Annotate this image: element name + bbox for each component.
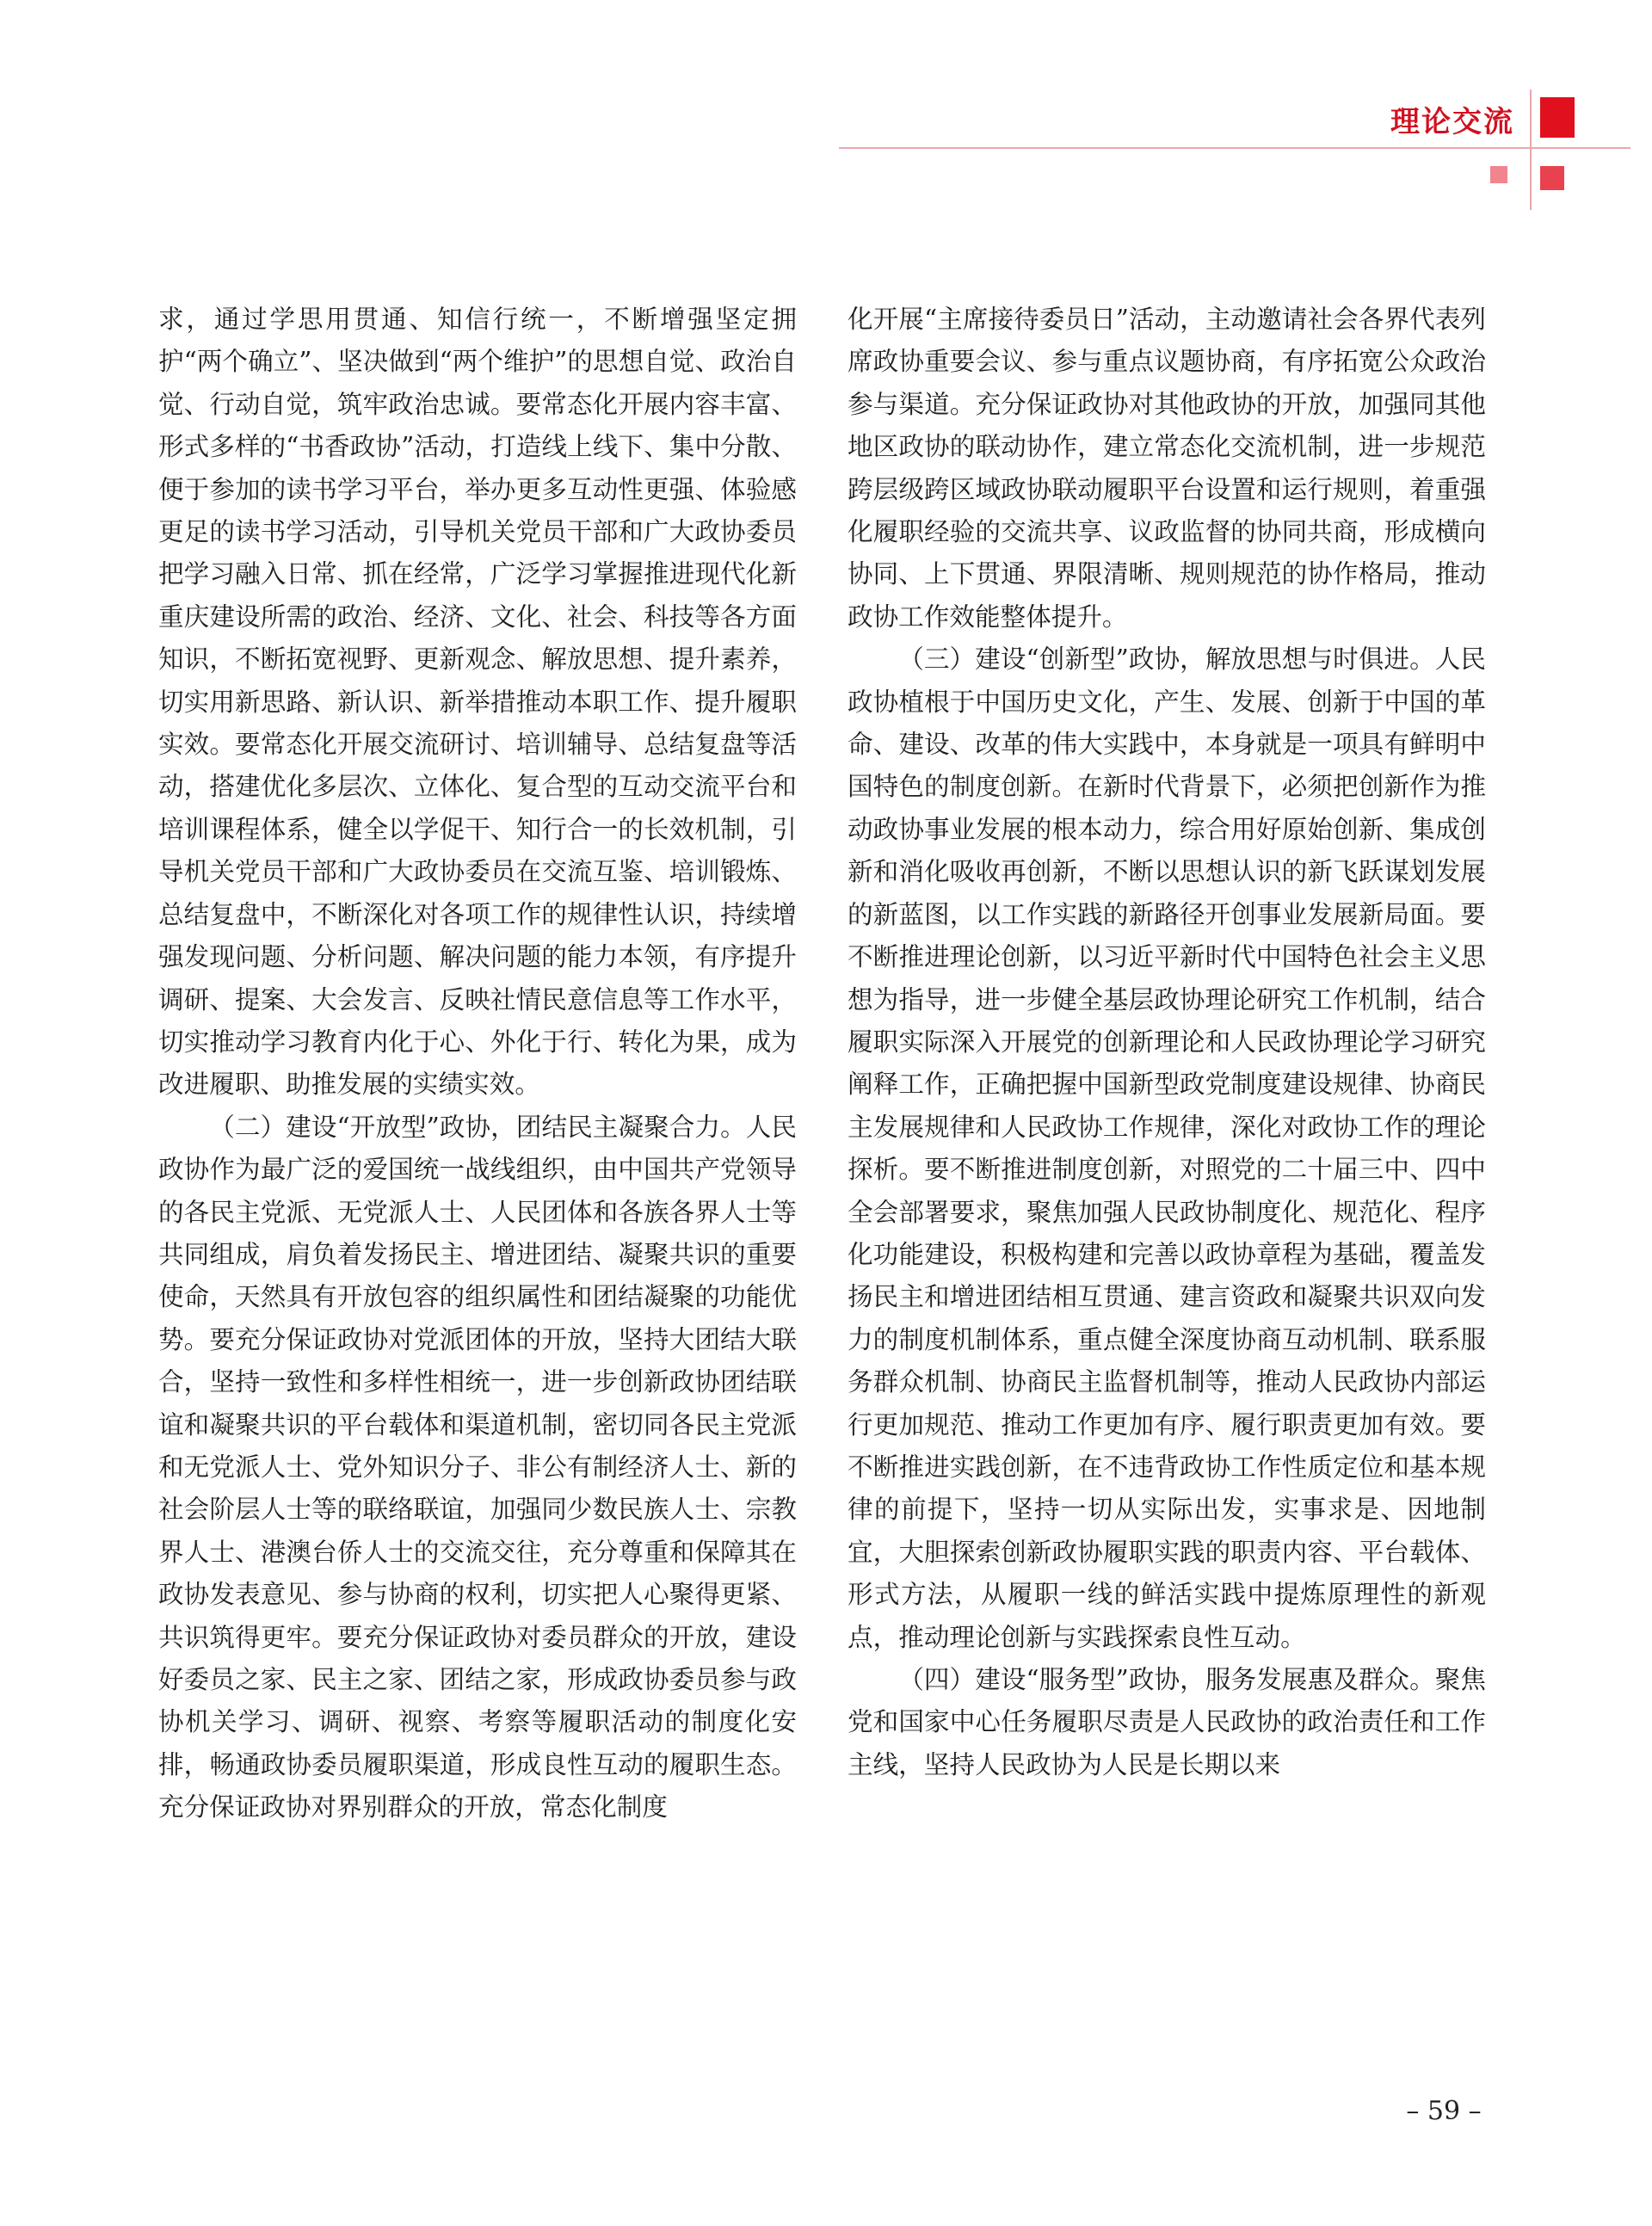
paragraph: （二）建设“开放型”政协，团结民主凝聚合力。人民政协作为最广泛的爱国统一战线组织，由中国共产党领导的各民主党派、无党派人士、人民团体和各族各界人士等共同组成，肩负着发扬民主、增进团结、凝聚共识的重要使命，天然具有开放包容的组织属性和团结凝聚的功能优势。要充分保证政协对党派团体的开放，坚持大团结大联合，坚持一致性和多样性相统一，进一步创新政协团结联谊和凝聚共识的平台载体和渠道机制，密切同各民主党派和无党派人士、党外知识分子、非公有制经济人士、新的社会阶层人士等的联络联谊，加强同少数民族人士、宗教界人士、港澳台侨人士的交流交往，充分尊重和保障其在政协发表意见、参与协商的权利，切实把人心聚得更紧、共识筑得更牢。要充分保证政协对委员群众的开放，建设好委员之家、民主之家、团结之家，形成政协委员参与政协机关学习、调研、视察、考察等履职活动的制度化安排，畅通政协委员履职渠道，形成良性互动的履职生态。充分保证政协对界别群众的开放，常态化制度 — [158, 1112, 797, 1822]
right-column — [848, 299, 1486, 1786]
decor-square-medium — [1540, 166, 1564, 190]
decor-square-large — [1540, 97, 1575, 138]
section-title: 理论交流 — [1390, 105, 1514, 139]
paragraph: （四）建设“服务型”政协，服务发展惠及群众。聚焦党和国家中心任务履职尽责是人民政协的政治责任和工作主线，坚持人民政协为人民是长期以来 — [848, 1665, 1486, 1779]
paragraph: 化开展“主席接待委员日”活动，主动邀请社会各界代表列席政协重要会议、参与重点议题协商，有序拓宽公众政治参与渠道。充分保证政协对其他政协的开放，加强同其他地区政协的联动协作，建立常态化交流机制，进一步规范跨层级跨区域政协联动履职平台设置和运行规则，着重强化履职经验的交流共享、议政监督的协同共商，形成横向协同、上下贯通、界限清晰、规则规范的协作格局，推动政协工作效能整体提升。 — [848, 305, 1486, 632]
paragraph: （三）建设“创新型”政协，解放思想与时俱进。人民政协植根于中国历史文化，产生、发展、创新于中国的革命、建设、改革的伟大实践中，本身就是一项具有鲜明中国特色的制度创新。在新时代背景下，必须把创新作为推动政协事业发展的根本动力，综合用好原始创新、集成创新和消化吸收再创新，不断以思想认识的新飞跃谋划发展的新蓝图，以工作实践的新路径开创事业发展新局面。要不断推进理论创新，以习近平新时代中国特色社会主义思想为指导，进一步健全基层政协理论研究工作机制，结合履职实际深入开展党的创新理论和人民政协理论学习研究阐释工作，正确把握中国新型政党制度建设规律、协商民主发展规律和人民政协工作规律，深化对政协工作的理论探析。要不断推进制度创新，对照党的二十届三中、四中全会部署要求，聚焦加强人民政协制度化、规范化、程序化功能建设，积极构建和完善以政协章程为基础，覆盖发扬民主和增进团结相互贯通、建言资政和凝聚共识双向发力的制度机制体系，重点健全深度协商互动机制、联系服务群众机制、协商民主监督机制等，推动人民政协内部运行更加规范、推动工作更加有序、履行职责更加有效。要不断推进实践创新，在不违背政协工作性质定位和基本规律的前提下，坚持一切从实际出发，实事求是、因地制宜，大胆探索创新政协履职实践的职责内容、平台载体、形式方法，从履职一线的鲜活实践中提炼原理性的新观点，推动理论创新与实践探索良性互动。 — [848, 644, 1486, 1652]
header-vertical-rule — [1530, 89, 1532, 210]
paragraph: 求，通过学思用贯通、知信行统一，不断增强坚定拥护“两个确立”、坚决做到“两个维护”的思想自觉、政治自觉、行动自觉，筑牢政治忠诚。要常态化开展内容丰富、形式多样的“书香政协”活动，打造线上线下、集中分散、便于参加的读书学习平台，举办更多互动性更强、体验感更足的读书学习活动，引导机关党员干部和广大政协委员把学习融入日常、抓在经常，广泛学习掌握推进现代化新重庆建设所需的政治、经济、文化、社会、科技等各方面知识，不断拓宽视野、更新观念、解放思想、提升素养，切实用新思路、新认识、新举措推动本职工作、提升履职实效。要常态化开展交流研讨、培训辅导、总结复盘等活动，搭建优化多层次、立体化、复合型的互动交流平台和培训课程体系，健全以学促干、知行合一的长效机制，引导机关党员干部和广大政协委员在交流互鉴、培训锻炼、总结复盘中，不断深化对各项工作的规律性认识，持续增强发现问题、分析问题、解决问题的能力本领，有序提升调研、提案、大会发言、反映社情民意信息等工作水平，切实推动学习教育内化于心、外化于行、转化为果，成为改进履职、助推发展的实绩实效。 — [158, 305, 797, 1100]
decor-square-small — [1490, 166, 1507, 183]
left-column — [158, 299, 797, 1829]
page-number: – 59 – — [1406, 2096, 1482, 2126]
